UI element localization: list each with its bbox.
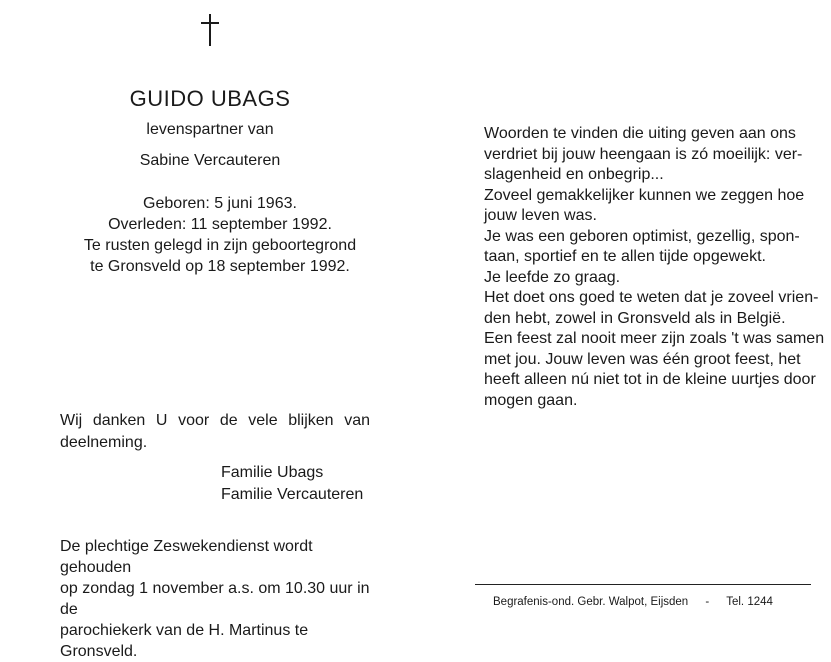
poem-line: mogen gaan.: [484, 391, 578, 409]
death-line: Overleden: 11 september 1992.: [108, 216, 332, 233]
cross-icon: [198, 12, 222, 48]
burial-date-line: te Gronsveld op 18 september 1992.: [90, 258, 350, 275]
service-line: op zondag 1 november a.s. om 10.30 uur in de: [60, 580, 370, 618]
deceased-name: GUIDO UBAGS: [129, 86, 291, 111]
poem-line: heeft alleen nú niet tot in de kleine uurtjes door: [484, 371, 816, 388]
service-notice: [60, 536, 370, 662]
poem-line: slagenheid en onbegrip...: [484, 166, 664, 183]
service-line: parochiekerk van de H. Martinus te Gronsveld.: [60, 622, 309, 660]
undertaker-name: Begrafenis-ond. Gebr. Walpot, Eijsden: [493, 596, 689, 608]
undertaker-phone: Tel. 1244: [726, 596, 773, 608]
undertaker-footer: [493, 596, 787, 608]
poem-line: verdriet bij jouw heengaan is zó moeilijk: ver-: [484, 145, 803, 163]
dates-block: [60, 193, 380, 277]
burial-line: Te rusten gelegd in zijn geboortegrond: [83, 237, 357, 254]
poem-line: Een feest zal nooit meer zijn zoals 't was samen: [484, 330, 825, 347]
footer-separator: -: [705, 596, 710, 608]
poem-line: met jou. Jouw leven was één groot feest, het: [484, 350, 801, 368]
family-line: Familie Vercauteren: [221, 486, 364, 503]
poem-line: Je was een geboren optimist, gezellig, spon-: [484, 227, 800, 245]
service-line: De plechtige Zeswekendienst wordt gehouden: [60, 538, 313, 576]
thanks-text: Wij danken U voor de vele blijken van deelneming.: [60, 412, 370, 451]
poem-line: Het doet ons goed te weten dat je zoveel vrien-: [484, 289, 819, 306]
poem-text: [484, 124, 825, 411]
footer-divider: [475, 584, 811, 585]
birth-line: Geboren: 5 juni 1963.: [143, 195, 297, 212]
family-line: Familie Ubags: [221, 464, 324, 481]
poem-line: Zoveel gemakkelijker kunnen we zeggen hoe: [484, 186, 805, 204]
family-signature: [221, 462, 363, 506]
poem-line: Woorden te vinden die uiting geven aan ons: [484, 125, 796, 142]
relation-text: levenspartner van: [146, 121, 274, 138]
poem-line: jouw leven was.: [484, 207, 597, 224]
poem-line: Je leefde zo graag.: [484, 268, 621, 286]
partner-name: Sabine Vercauteren: [139, 152, 281, 169]
poem-line: den hebt, zowel in Gronsveld als in België.: [484, 309, 786, 327]
poem-line: taan, sportief en te allen tijde opgewekt.: [484, 248, 766, 265]
